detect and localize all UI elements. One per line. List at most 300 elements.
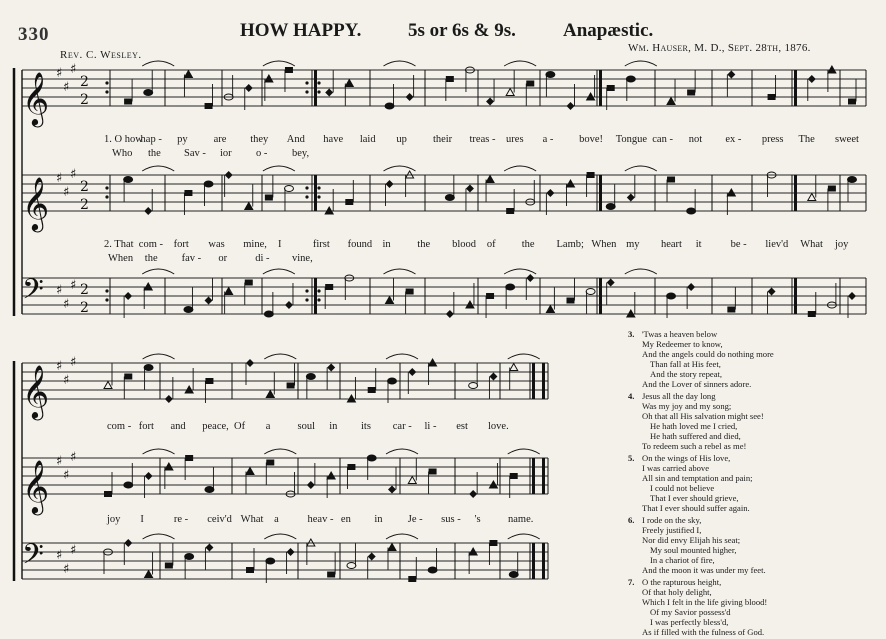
repeat-dot <box>305 90 308 93</box>
note-head <box>124 292 132 300</box>
note-head <box>667 177 675 183</box>
lyric-syllable: my <box>626 239 640 250</box>
double-barline <box>794 175 797 211</box>
note-head <box>124 539 132 547</box>
slur <box>504 166 536 171</box>
slur <box>263 269 295 274</box>
note-head <box>828 66 836 73</box>
note-head <box>445 195 454 201</box>
stanza-line <box>628 577 878 587</box>
lyric-syllable: And <box>286 134 305 145</box>
lyric-syllable: 's <box>474 514 481 525</box>
lyric-syllable: of <box>486 239 496 250</box>
note-head <box>266 558 275 564</box>
repeat-dot <box>305 195 308 198</box>
note-head <box>184 307 193 313</box>
note-head <box>284 186 293 192</box>
lyric-syllable: are <box>213 134 227 145</box>
lyric-syllable: com - <box>138 239 163 250</box>
lyric-syllable: bove! <box>579 134 604 145</box>
note-head <box>307 481 315 489</box>
double-barline <box>794 278 797 314</box>
slur <box>143 449 175 454</box>
note-head <box>287 548 295 556</box>
note-head <box>184 71 192 78</box>
note-head <box>587 93 595 100</box>
lyric-syllable: Sav - <box>184 148 206 159</box>
lyric-syllable: ex - <box>725 134 742 145</box>
time-signature: 2 <box>80 179 89 195</box>
lyric-syllable: a - <box>542 134 554 145</box>
lyric-syllable: the <box>521 239 535 250</box>
note-head <box>469 548 477 555</box>
stanza-number: 4. <box>628 391 635 401</box>
stanza-text: To redeem such a rebel as me! <box>642 441 747 451</box>
stanza-line <box>628 555 878 565</box>
lyric-syllable: sweet <box>835 134 859 145</box>
note-head <box>509 572 518 578</box>
note-head <box>124 99 132 105</box>
bass-clef-icon: 𝄢 <box>22 273 44 313</box>
note-head <box>124 482 133 488</box>
stanza-text: And the moon it was under my feet. <box>642 565 766 575</box>
lyric-syllable: up <box>396 134 407 145</box>
note-head <box>627 194 635 202</box>
note-head <box>205 297 213 305</box>
lyric-syllable: fort <box>138 421 154 432</box>
note-head <box>388 544 396 551</box>
note-head <box>587 172 595 178</box>
note-head <box>607 279 615 287</box>
repeat-dot <box>105 90 108 93</box>
slur <box>508 449 540 454</box>
time-signature: 2 <box>80 300 89 316</box>
note-head <box>144 90 153 96</box>
note-head <box>429 359 437 366</box>
note-head <box>388 378 397 384</box>
lyric-syllable: 1. O how <box>104 134 143 145</box>
note-head <box>246 567 254 573</box>
double-barline <box>599 175 602 211</box>
lyric-syllable: and <box>170 421 186 432</box>
stanza-text: I rode on the sky, <box>642 515 702 525</box>
lyric-syllable: py <box>177 134 188 145</box>
stanza-text: Of that holy delight, <box>642 587 712 597</box>
lyric-syllable: the <box>417 239 431 250</box>
note-head <box>205 103 213 109</box>
note-head <box>506 89 514 96</box>
lyric-syllable: mine, <box>243 239 267 250</box>
repeat-dot <box>105 186 108 189</box>
note-head <box>124 374 132 380</box>
note-head <box>104 491 112 497</box>
sharp-icon: ♯ <box>70 543 77 558</box>
stanza-line <box>628 391 878 401</box>
note-head <box>184 190 192 196</box>
stanza-line <box>628 339 878 349</box>
sharp-icon: ♯ <box>56 171 63 186</box>
stanza-text: I was perfectly bless'd, <box>650 617 729 627</box>
lyric-syllable: I <box>278 239 282 250</box>
repeat-dot <box>317 186 320 189</box>
lyric-syllable: the <box>144 253 158 264</box>
note-head <box>185 455 193 461</box>
note-head <box>245 203 253 210</box>
note-head <box>245 84 253 92</box>
note-head <box>489 540 497 546</box>
sharp-icon: ♯ <box>63 468 70 483</box>
lyric-syllable: Who <box>112 148 133 159</box>
note-head <box>506 284 515 290</box>
note-head <box>145 571 153 578</box>
stanza-text: Was my joy and my song; <box>642 401 732 411</box>
stanza-line <box>628 431 878 441</box>
slur <box>384 269 416 274</box>
repeat-dot <box>305 289 308 292</box>
repeat-dot <box>317 195 320 198</box>
slur <box>142 61 174 66</box>
note-head <box>848 177 857 183</box>
note-head <box>327 364 335 372</box>
lyric-syllable: in <box>382 239 391 250</box>
note-head <box>566 102 574 110</box>
repeat-dot <box>317 90 320 93</box>
sharp-icon: ♯ <box>70 355 77 370</box>
note-head <box>428 567 437 573</box>
note-head <box>607 85 615 91</box>
stanza-line <box>628 565 878 575</box>
double-barline <box>542 543 545 579</box>
lyric-syllable: When <box>108 253 134 264</box>
note-head <box>144 207 152 215</box>
time-signature: 2 <box>80 92 89 108</box>
lyric-syllable: ceiv'd <box>207 514 232 525</box>
slur <box>504 269 536 274</box>
stanza-line <box>628 463 878 473</box>
stanza-text: Oh that all His salvation might see! <box>642 411 764 421</box>
lyric-syllable: di - <box>255 253 270 264</box>
note-head <box>566 180 574 187</box>
note-head <box>429 469 437 475</box>
slur <box>625 166 657 171</box>
note-head <box>627 310 635 317</box>
stanza <box>628 515 878 575</box>
stanza-text: On the wings of His love, <box>642 453 731 463</box>
stanza-line <box>628 401 878 411</box>
composer-credit: Wm. Hauser, M. D., Sept. 28th, 1876. <box>628 42 811 54</box>
note-head <box>727 71 735 79</box>
note-head <box>586 289 595 295</box>
treble-clef-icon: 𝄞 <box>22 459 50 513</box>
stanza-line <box>628 587 878 597</box>
slur <box>508 354 540 359</box>
treble-clef-icon: 𝄞 <box>22 176 50 230</box>
note-head <box>667 293 676 299</box>
lyric-syllable: a <box>274 514 279 525</box>
stanza-line <box>628 535 878 545</box>
lyric-syllable: blood <box>452 239 477 250</box>
note-head <box>566 298 574 304</box>
double-barline <box>314 70 317 106</box>
note-head <box>285 67 293 73</box>
sharp-icon: ♯ <box>70 62 77 77</box>
note-head <box>386 297 394 304</box>
note-head <box>124 177 133 183</box>
slur <box>264 449 296 454</box>
stanza-text: And the angels could do nothing more <box>642 349 774 359</box>
note-head <box>325 207 333 214</box>
lyric-syllable: press <box>761 134 784 145</box>
additional-stanzas <box>628 329 878 639</box>
repeat-dot <box>105 195 108 198</box>
note-head <box>165 563 173 569</box>
lyric-syllable: re - <box>173 514 189 525</box>
note-head <box>104 382 112 389</box>
note-head <box>144 283 152 290</box>
lyric-syllable: fav - <box>181 253 202 264</box>
note-head <box>265 75 273 82</box>
time-signature: 2 <box>80 282 89 298</box>
lyric-syllable: they <box>250 134 269 145</box>
stanza-number: 7. <box>628 577 635 587</box>
double-barline <box>599 278 602 314</box>
slur <box>142 166 174 171</box>
slur <box>508 534 540 539</box>
stanza-text: And the Lover of sinners adore. <box>642 379 752 389</box>
stanza-number: 5. <box>628 453 635 463</box>
lyric-syllable: hap - <box>140 134 162 145</box>
double-barline <box>794 70 797 106</box>
slur <box>386 354 418 359</box>
note-head <box>606 204 615 210</box>
lyric-syllable: sus - <box>441 514 461 525</box>
lyric-syllable: name. <box>508 514 534 525</box>
note-head <box>306 374 315 380</box>
note-head <box>266 460 274 466</box>
stanza-line <box>628 349 878 359</box>
note-head <box>204 181 213 187</box>
lyric-syllable: Lamb; <box>556 239 584 250</box>
stanza-text: 'Twas a heaven below <box>642 329 718 339</box>
note-head <box>205 378 213 384</box>
repeat-dot <box>305 81 308 84</box>
stanza-line <box>628 411 878 421</box>
note-head <box>768 288 776 296</box>
lyric-syllable: Of <box>234 421 246 432</box>
note-head <box>727 307 735 313</box>
note-head <box>469 490 477 498</box>
lyric-syllable: When <box>591 239 617 250</box>
sharp-icon: ♯ <box>70 278 77 293</box>
lyric-syllable: soul <box>297 421 316 432</box>
stanza-line <box>628 421 878 431</box>
time-signature: 2 <box>80 197 89 213</box>
sharp-icon: ♯ <box>63 297 70 312</box>
slur <box>143 354 175 359</box>
sharp-icon: ♯ <box>56 359 63 374</box>
repeat-dot <box>105 81 108 84</box>
slur <box>264 354 296 359</box>
double-barline <box>532 543 535 579</box>
sharp-icon: ♯ <box>56 454 63 469</box>
note-head <box>408 576 416 582</box>
note-head <box>486 176 494 183</box>
stanza-text: I could not believe <box>650 483 715 493</box>
hymn-meter: 5s or 6s & 9s. <box>408 20 516 41</box>
lyric-syllable: 2. That <box>104 239 134 250</box>
note-head <box>510 364 518 371</box>
lyric-syllable: liev'd <box>765 239 789 250</box>
note-head <box>165 463 173 470</box>
note-head <box>325 89 333 97</box>
repeat-dot <box>105 289 108 292</box>
note-head <box>386 180 394 188</box>
note-head <box>205 487 214 493</box>
lyric-syllable: their <box>432 134 453 145</box>
slur <box>263 61 295 66</box>
lyric-syllable: found <box>347 239 373 250</box>
lyric-syllable: ures <box>506 134 524 145</box>
note-head <box>347 395 355 402</box>
bass-clef-icon: 𝄢 <box>22 538 44 578</box>
author-credit: Rev. C. Wesley. <box>60 49 142 61</box>
stanza-line <box>628 473 878 483</box>
lyric-syllable: What <box>800 239 823 250</box>
slur <box>384 166 416 171</box>
repeat-dot <box>317 81 320 84</box>
lyric-syllable: in <box>329 421 338 432</box>
lyric-syllable: Tongue <box>615 134 648 145</box>
note-head <box>808 75 816 83</box>
page-number: 330 <box>18 24 50 45</box>
stanza-line <box>628 515 878 525</box>
stanza-line <box>628 545 878 555</box>
stanza-text: Nor did envy Elijah his seat; <box>642 535 741 545</box>
stanza-text: Which I felt in the life giving blood! <box>642 597 768 607</box>
stanza-text: He hath suffered and died, <box>650 431 741 441</box>
note-head <box>265 195 273 201</box>
lyric-syllable: ior <box>220 148 232 159</box>
note-head <box>469 383 478 389</box>
double-barline <box>314 278 317 314</box>
sharp-icon: ♯ <box>63 185 70 200</box>
note-head <box>205 544 213 552</box>
stanza-text: My Redeemer to know, <box>642 339 723 349</box>
note-head <box>385 103 394 109</box>
lyric-syllable: I <box>140 514 144 525</box>
lyric-syllable: can - <box>652 134 673 145</box>
sharp-icon: ♯ <box>56 548 63 563</box>
stanza-line <box>628 359 878 369</box>
note-head <box>667 98 675 105</box>
note-head <box>285 301 293 309</box>
note-head <box>347 563 356 569</box>
stanza-line <box>628 597 878 607</box>
note-head <box>225 171 233 179</box>
lyric-syllable: love. <box>488 421 509 432</box>
lyric-syllable: have <box>323 134 344 145</box>
lyric-syllable: in <box>374 514 383 525</box>
sharp-icon: ♯ <box>63 373 70 388</box>
note-head <box>546 189 554 197</box>
lyric-syllable: its <box>361 421 371 432</box>
note-head <box>546 72 555 78</box>
stanza-text: He hath loved me I cried, <box>650 421 738 431</box>
hymn-title: HOW HAPPY. <box>240 20 362 41</box>
note-head <box>287 383 295 389</box>
slur <box>143 534 175 539</box>
stanza-line <box>628 453 878 463</box>
stanza-line <box>628 483 878 493</box>
double-barline <box>532 458 535 494</box>
slur <box>625 269 657 274</box>
stanza-text: I was carried above <box>642 463 710 473</box>
stanza-line <box>628 617 878 627</box>
stanza-text: Of my Savior possess'd <box>650 607 731 617</box>
note-head <box>347 464 355 470</box>
tune-type: Anapæstic. <box>563 20 654 41</box>
note-head <box>185 554 194 560</box>
note-head <box>144 365 153 371</box>
note-head <box>687 283 695 291</box>
double-barline <box>599 70 602 106</box>
note-head <box>466 185 474 193</box>
stanza-text: My soul mounted higher, <box>650 545 737 555</box>
stanza-text: In a chariot of fire, <box>650 555 715 565</box>
note-head <box>367 455 376 461</box>
stanza-line <box>628 525 878 535</box>
note-head <box>526 274 534 282</box>
note-head <box>727 189 735 196</box>
stanza <box>628 577 878 637</box>
note-head <box>246 359 254 367</box>
stanza <box>628 453 878 513</box>
note-head <box>489 481 497 488</box>
stanza-line <box>628 441 878 451</box>
note-head <box>185 386 193 393</box>
lyric-syllable: est <box>456 421 468 432</box>
sharp-icon: ♯ <box>63 562 70 577</box>
note-head <box>327 472 335 479</box>
lyric-syllable: treas - <box>469 134 496 145</box>
sharp-icon: ♯ <box>70 167 77 182</box>
sharp-icon: ♯ <box>56 283 63 298</box>
note-head <box>489 373 497 381</box>
stanza-text: That I ever should grieve, <box>650 493 739 503</box>
lyric-syllable: The <box>798 134 815 145</box>
stanza-text: Than fall at His feet, <box>650 359 721 369</box>
stanza-text: Freely justified I, <box>642 525 702 535</box>
note-head <box>264 311 273 317</box>
double-barline <box>542 363 545 399</box>
lyric-syllable: the <box>148 148 161 159</box>
lyric-syllable: not <box>688 134 703 145</box>
lyric-syllable: joy <box>107 514 121 525</box>
lyric-syllable: What <box>240 514 264 525</box>
note-head <box>345 80 353 87</box>
note-head <box>510 473 518 479</box>
stanza-line <box>628 369 878 379</box>
lyric-syllable: Je - <box>407 514 423 525</box>
note-head <box>466 301 474 308</box>
stanza-line <box>628 493 878 503</box>
lyric-syllable: heav - <box>307 514 334 525</box>
lyric-syllable: bey, <box>292 148 310 159</box>
lyric-syllable: com - <box>107 421 132 432</box>
lyric-syllable: laid <box>359 134 376 145</box>
note-head <box>266 391 274 398</box>
note-head <box>446 310 454 318</box>
